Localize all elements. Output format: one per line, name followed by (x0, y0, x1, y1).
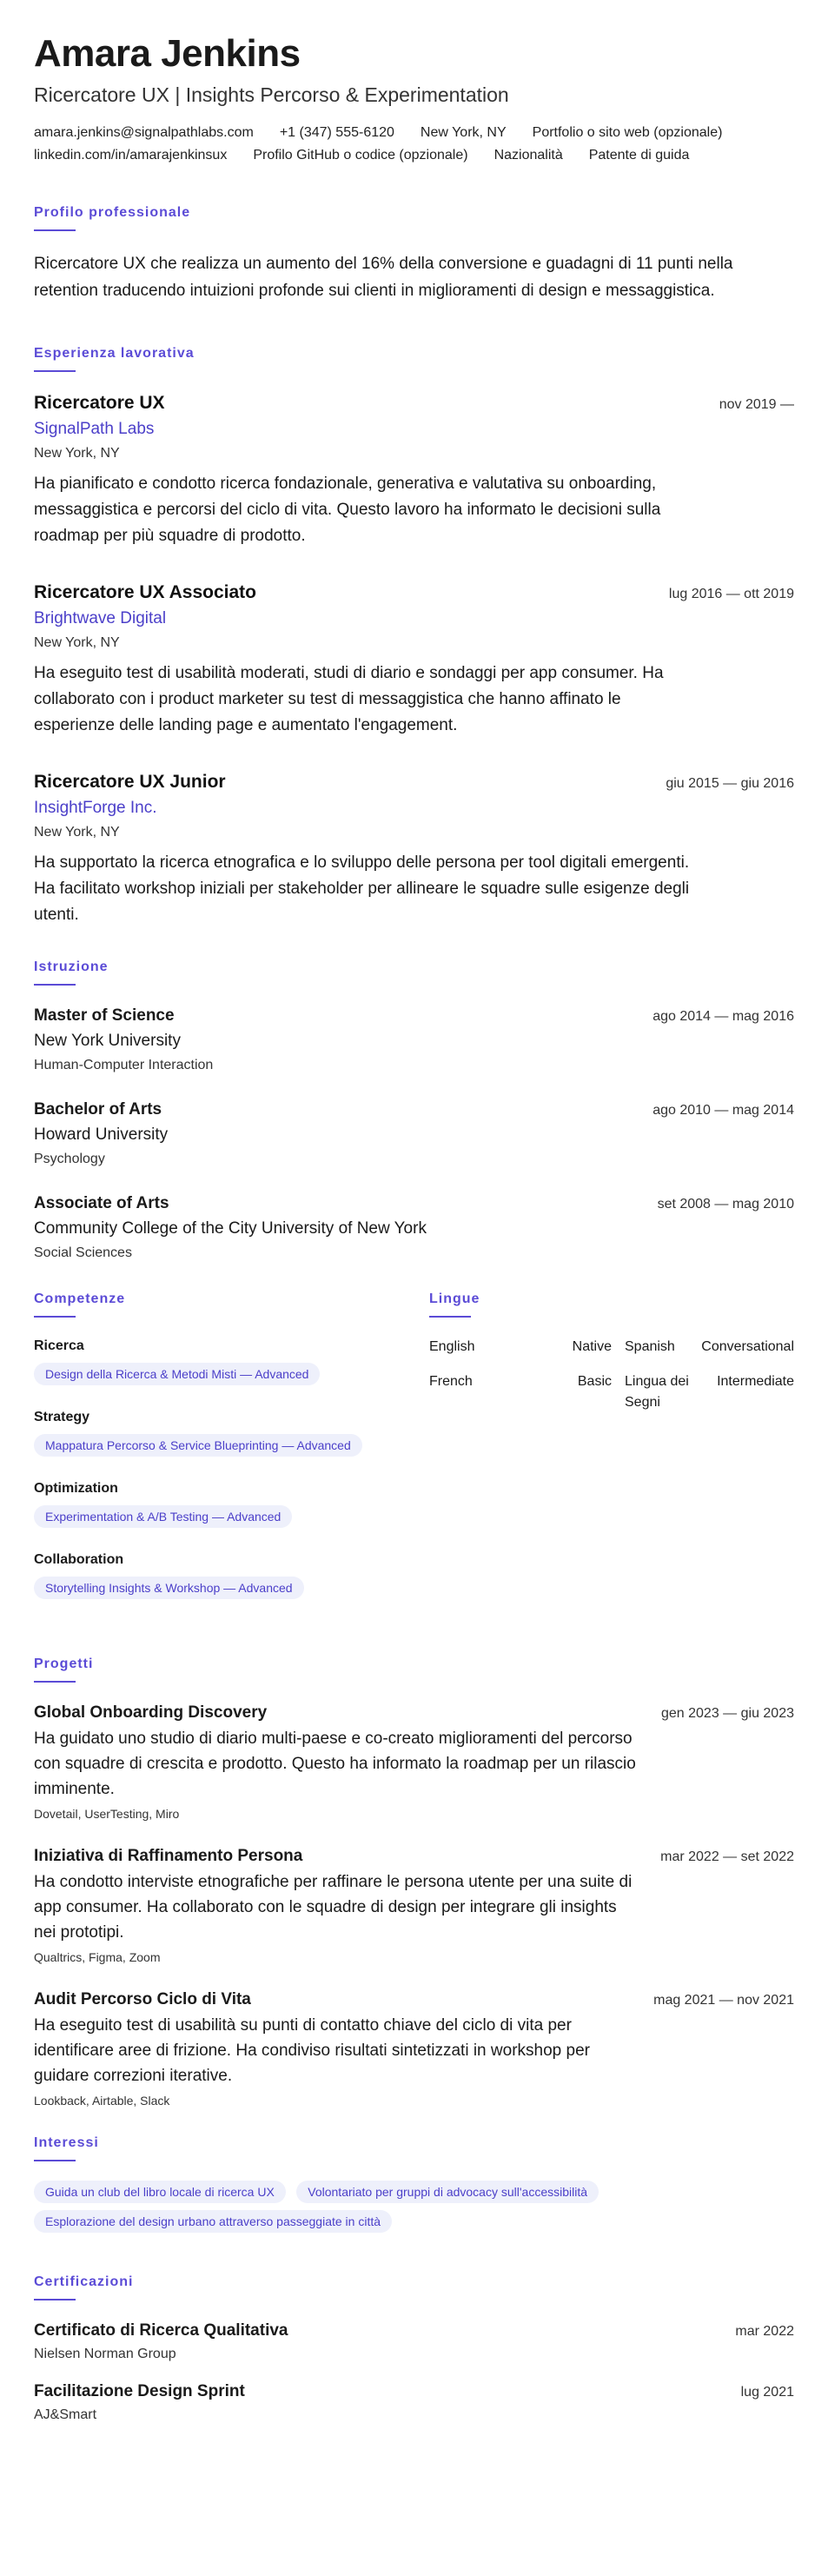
project-entry (34, 1702, 794, 1822)
certification-entry (34, 2380, 794, 2426)
skill-group (34, 1479, 394, 1535)
summary-text: Ricercatore UX che realizza un aumento del 16% della conversione e guadagni di 11 punti nella retention traducendo intuizioni profonde sui clienti in miglioramenti di design e messaggistica. (34, 255, 733, 300)
certification-date: lug 2021 (740, 2385, 794, 2400)
experience-section (34, 346, 794, 928)
skills-column (34, 1291, 394, 1622)
study-field: Human-Computer Interaction (34, 1058, 214, 1072)
project-title: Global Onboarding Discovery (34, 1703, 268, 1722)
project-dates: mar 2022 — set 2022 (660, 1849, 794, 1864)
interests-section (34, 2135, 794, 2240)
interest-pill: Esplorazione del design urbano attraverso passeggiate in città (34, 2210, 392, 2233)
section-title: Certificazioni (34, 2274, 134, 2289)
study-field: Social Sciences (34, 1245, 132, 1260)
interest-pill: Guida un club del libro locale di ricerca UX (34, 2181, 286, 2203)
job-title: Ricercatore UX Junior (34, 772, 226, 792)
section-title: Esperienza lavorativa (34, 346, 195, 361)
project-tools: Lookback, Airtable, Slack (34, 2094, 170, 2108)
job-entry (34, 391, 794, 549)
skills-languages-section (34, 1291, 794, 1622)
education-section (34, 959, 794, 1264)
skill-category: Strategy (34, 1410, 90, 1424)
section-title: Interessi (34, 2135, 99, 2150)
skill-group (34, 1337, 394, 1392)
project-entry (34, 1988, 794, 2109)
section-divider (429, 1316, 471, 1318)
certification-entry (34, 2320, 794, 2365)
candidate-name: Amara Jenkins (34, 32, 301, 75)
education-entry (34, 1099, 794, 1170)
job-entry (34, 581, 794, 739)
school-name: Howard University (34, 1125, 169, 1144)
job-dates: nov 2019 — (719, 397, 794, 412)
education-entry (34, 1192, 794, 1264)
skill-pill: Storytelling Insights & Workshop — Advanced (34, 1577, 304, 1599)
job-location: New York, NY (34, 446, 120, 461)
school-name: New York University (34, 1032, 181, 1050)
section-divider (34, 229, 76, 231)
education-dates: ago 2010 — mag 2014 (652, 1103, 794, 1118)
job-dates: lug 2016 — ott 2019 (668, 587, 794, 601)
resume-header (34, 31, 794, 163)
certification-title: Certificato di Ricerca Qualitativa (34, 2321, 288, 2340)
job-company: SignalPath Labs (34, 420, 155, 438)
project-dates: gen 2023 — giu 2023 (660, 1706, 794, 1721)
project-description: Ha condotto interviste etnografiche per raffinare le persona utente per una suite di app consumer. Ha collaborato con le squadre di design per integrare gli insights nei prototipi. (34, 1873, 633, 1942)
certification-org: Nielsen Norman Group (34, 2347, 176, 2361)
section-title: Lingue (429, 1291, 480, 1306)
contact-email[interactable]: amara.jenkins@signalpathlabs.com (34, 125, 254, 140)
job-location: New York, NY (34, 635, 120, 650)
language-name: English (429, 1339, 475, 1354)
contact-portfolio: Portfolio o sito web (opzionale) (532, 125, 723, 140)
language-level: Native (572, 1339, 612, 1354)
language-name: French (429, 1374, 473, 1389)
job-description: Ha eseguito test di usabilità moderati, studi di diario e sondaggi per app consumer. Ha collaborato con i product marketer su test di messaggistica che hanno affinato le esperienze delle landing page e aumentato l'engagement. (34, 664, 664, 734)
job-title: Ricercatore UX Associato (34, 582, 256, 602)
section-divider (34, 1681, 76, 1683)
language-level: Intermediate (717, 1374, 794, 1389)
school-name: Community College of the City University of New York (34, 1219, 427, 1238)
section-divider (34, 984, 76, 986)
project-entry (34, 1845, 794, 1966)
projects-section (34, 1656, 794, 2109)
skill-pill: Mappatura Percorso & Service Blueprinting — Advanced (34, 1434, 362, 1457)
certification-date: mar 2022 (735, 2324, 794, 2339)
job-company: Brightwave Digital (34, 609, 167, 627)
job-entry (34, 770, 794, 928)
education-dates: set 2008 — mag 2010 (657, 1197, 794, 1212)
language-row (429, 1371, 794, 1413)
section-divider (34, 2160, 76, 2161)
languages-column (429, 1291, 794, 1622)
job-location: New York, NY (34, 825, 120, 840)
section-divider (34, 1316, 76, 1318)
language-level: Basic (577, 1374, 612, 1389)
degree-title: Bachelor of Arts (34, 1100, 162, 1119)
contact-github: Profilo GitHub o codice (opzionale) (253, 148, 468, 163)
section-title: Progetti (34, 1656, 94, 1671)
interest-pill: Volontariato per gruppi di advocacy sull'accessibilità (296, 2181, 599, 2203)
candidate-headline: Ricercatore UX | Insights Percorso & Experimentation (34, 83, 509, 106)
job-description: Ha supportato la ricerca etnografica e lo sviluppo delle persona per tool digitali emergenti. Ha facilitato workshop iniziali per stakeholder per allineare le squadre sulle esigenze degli utenti. (34, 853, 690, 924)
education-entry (34, 1005, 794, 1076)
skill-group (34, 1408, 394, 1464)
language-name: Spanish (625, 1339, 675, 1354)
project-tools: Qualtrics, Figma, Zoom (34, 1950, 161, 1964)
job-title: Ricercatore UX (34, 393, 165, 413)
section-divider (34, 2299, 76, 2300)
job-company: InsightForge Inc. (34, 799, 157, 817)
contact-linkedin[interactable]: linkedin.com/in/amarajenkinsux (34, 148, 228, 163)
contact-info (34, 125, 816, 163)
certifications-section (34, 2274, 794, 2426)
language-row (429, 1337, 794, 1358)
summary-section (34, 205, 794, 304)
project-dates: mag 2021 — nov 2021 (653, 1993, 794, 2008)
study-field: Psychology (34, 1152, 105, 1166)
section-divider (34, 370, 76, 372)
job-description: Ha pianificato e condotto ricerca fondazionale, generativa e valutativa su onboarding, messaggistica e percorsi del ciclo di vita. Questo lavoro ha informato le decisioni sulla roadmap per più squadre di prodotto. (34, 475, 661, 545)
language-level: Conversational (701, 1339, 794, 1354)
skill-category: Ricerca (34, 1338, 84, 1353)
degree-title: Master of Science (34, 1006, 175, 1025)
section-title: Profilo professionale (34, 205, 191, 220)
language-name: Lingua dei Segni (625, 1374, 689, 1410)
project-title: Iniziativa di Raffinamento Persona (34, 1847, 303, 1865)
degree-title: Associate of Arts (34, 1194, 169, 1212)
job-dates: giu 2015 — giu 2016 (666, 776, 794, 791)
contact-phone: +1 (347) 555-6120 (279, 125, 394, 140)
skill-pill: Design della Ricerca & Metodi Misti — Advanced (34, 1363, 320, 1385)
education-dates: ago 2014 — mag 2016 (652, 1009, 794, 1024)
section-title: Competenze (34, 1291, 126, 1306)
section-title: Istruzione (34, 959, 109, 974)
contact-location: New York, NY (420, 125, 507, 140)
skill-category: Optimization (34, 1481, 118, 1496)
project-tools: Dovetail, UserTesting, Miro (34, 1807, 180, 1821)
certification-org: AJ&Smart (34, 2407, 97, 2422)
skill-pill: Experimentation & A/B Testing — Advanced (34, 1505, 292, 1528)
skill-category: Collaboration (34, 1552, 124, 1567)
contact-license: Patente di guida (588, 148, 690, 163)
certification-title: Facilitazione Design Sprint (34, 2382, 245, 2400)
project-description: Ha guidato uno studio di diario multi-paese e co-creato miglioramenti del percorso con squadre di crescita e prodotto. Questo ha informato la roadmap per un rilascio imminente. (34, 1730, 636, 1798)
contact-nationality: Nazionalità (493, 148, 563, 163)
skill-group (34, 1550, 394, 1606)
project-description: Ha eseguito test di usabilità su punti di contatto chiave del ciclo di vita per identificare aree di frizione. Ha condiviso risultati sintetizzati in workshop per guidare correzioni iterative. (34, 2016, 590, 2085)
interest-list (34, 2181, 794, 2240)
project-title: Audit Percorso Ciclo di Vita (34, 1990, 251, 2008)
